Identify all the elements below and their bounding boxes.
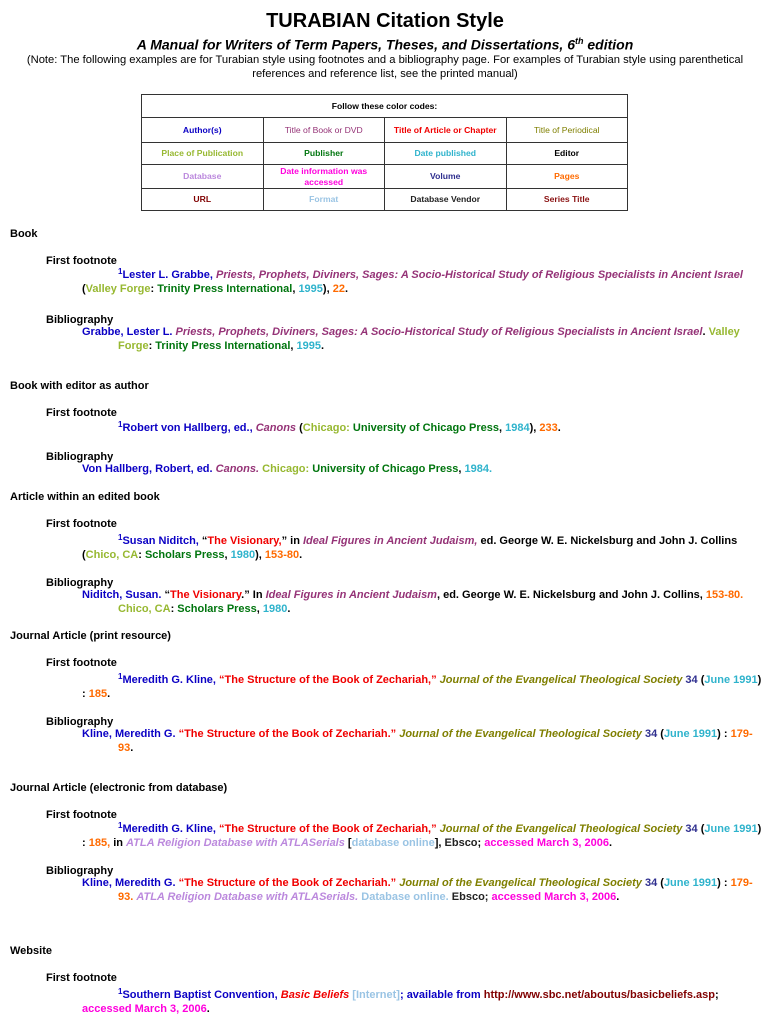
color-table-heading: Follow these color codes: <box>142 95 628 118</box>
bibliography-journal-print: Kline, Meredith G. “The Structure of the Book of Zechariah.” Journal of the Evangelical Theological Society 34 (June 1991) : 179-93. <box>82 728 753 754</box>
footnote-book: $^1$Lester L. Grabbe, Priests, Prophets, Diviners, Sages: A Socio-Historical Study of Religious Specialists in Ancient Israel (Valley Forge: Trinity Press International, 1995), 22. <box>82 267 743 295</box>
code-url: URL <box>142 189 264 211</box>
code-article-title: Title of Article or Chapter <box>385 118 507 143</box>
bibliography-label: Bibliography <box>46 314 114 326</box>
bibliography-label: Bibliography <box>46 451 114 463</box>
page-subtitle: A Manual for Writers of Term Papers, Theses, and Dissertations, 6th edition <box>136 36 634 53</box>
code-place: Place of Publication <box>142 143 264 165</box>
code-volume: Volume <box>385 165 507 189</box>
code-format: Format <box>263 189 385 211</box>
bibliography-edited-article: Niditch, Susan. “The Visionary.” In Ideal Figures in Ancient Judaism, ed. George W. E. Nickelsburg and John J. Collins, 153-80. Chico, CA: Scholars Press, 1980. <box>82 589 744 615</box>
code-editor: Editor <box>506 143 628 165</box>
code-book-title: Title of Book or DVD <box>263 118 385 143</box>
footnote-website: $^1$Southern Baptist Convention, Basic Beliefs [Internet]; available from http://www.sbc.net/aboutus/basicbeliefs.asp; accessed March 3, 2006. <box>82 987 719 1015</box>
code-periodical-title: Title of Periodical <box>506 118 628 143</box>
section-heading-journal-print: Journal Article (print resource) <box>10 630 171 642</box>
bibliography-journal-database: Kline, Meredith G. “The Structure of the Book of Zechariah.” Journal of the Evangelical Theological Society 34 (June 1991) : 179-93. ATLA Religion Database with ATLASerials. Database online. Ebsco; accessed March 3, 2006. <box>82 877 753 903</box>
code-accessed: Date information was accessed <box>263 165 385 189</box>
bibliography-label: Bibliography <box>46 577 114 589</box>
footnote-label: First footnote <box>46 255 117 267</box>
footnote-label: First footnote <box>46 657 117 669</box>
intro-note: (Note: The following examples are for Turabian style using footnotes and a bibliography page. For examples of Turabian style using parenthetical references and reference list, see the printed manual) <box>26 54 744 80</box>
code-series: Series Title <box>506 189 628 211</box>
section-heading-journal-database: Journal Article (electronic from database) <box>10 782 228 794</box>
section-heading-edited-article: Article within an edited book <box>10 491 160 503</box>
section-heading-website: Website <box>10 945 52 957</box>
page-title: TURABIAN Citation Style <box>266 10 504 32</box>
section-heading-book: Book <box>10 228 38 240</box>
color-code-table <box>141 94 628 211</box>
code-vendor: Database Vendor <box>385 189 507 211</box>
section-heading-editor-book: Book with editor as author <box>10 380 149 392</box>
footnote-journal-database: $^1$Meredith G. Kline, “The Structure of the Book of Zechariah,” Journal of the Evangelical Theological Society 34 (June 1991) : 185, in ATLA Religion Database with ATLASerials [database online], Ebsco; accessed March 3, 2006. <box>82 821 762 849</box>
code-database: Database <box>142 165 264 189</box>
footnote-label: First footnote <box>46 809 117 821</box>
footnote-label: First footnote <box>46 407 117 419</box>
bibliography-book: Grabbe, Lester L. Priests, Prophets, Diviners, Sages: A Socio-Historical Study of Religious Specialists in Ancient Israel. Valley Forge: Trinity Press International, 1995. <box>82 326 740 352</box>
website-url-link[interactable]: http://www.sbc.net/aboutus/basicbeliefs.asp <box>483 989 715 1001</box>
code-date: Date published <box>385 143 507 165</box>
code-author: Author(s) <box>142 118 264 143</box>
code-publisher: Publisher <box>263 143 385 165</box>
footnote-editor-book: $^1$Robert von Hallberg, ed., Canons (Chicago: University of Chicago Press, 1984), 233. <box>118 420 561 434</box>
bibliography-label: Bibliography <box>46 716 114 728</box>
footnote-label: First footnote <box>46 518 117 530</box>
code-pages: Pages <box>506 165 628 189</box>
footnote-journal-print: $^1$Meredith G. Kline, “The Structure of the Book of Zechariah,” Journal of the Evangelical Theological Society 34 (June 1991) : 185. <box>82 672 762 700</box>
bibliography-editor-book: Von Hallberg, Robert, ed. Canons. Chicago: University of Chicago Press, 1984. <box>82 463 493 475</box>
footnote-edited-article: $^1$Susan Niditch, “The Visionary,” in Ideal Figures in Ancient Judaism, ed. George W. E. Nickelsburg and John J. Collins (Chico, CA: Scholars Press, 1980), 153-80. <box>82 533 738 561</box>
bibliography-label: Bibliography <box>46 865 114 877</box>
footnote-label: First footnote <box>46 972 117 984</box>
